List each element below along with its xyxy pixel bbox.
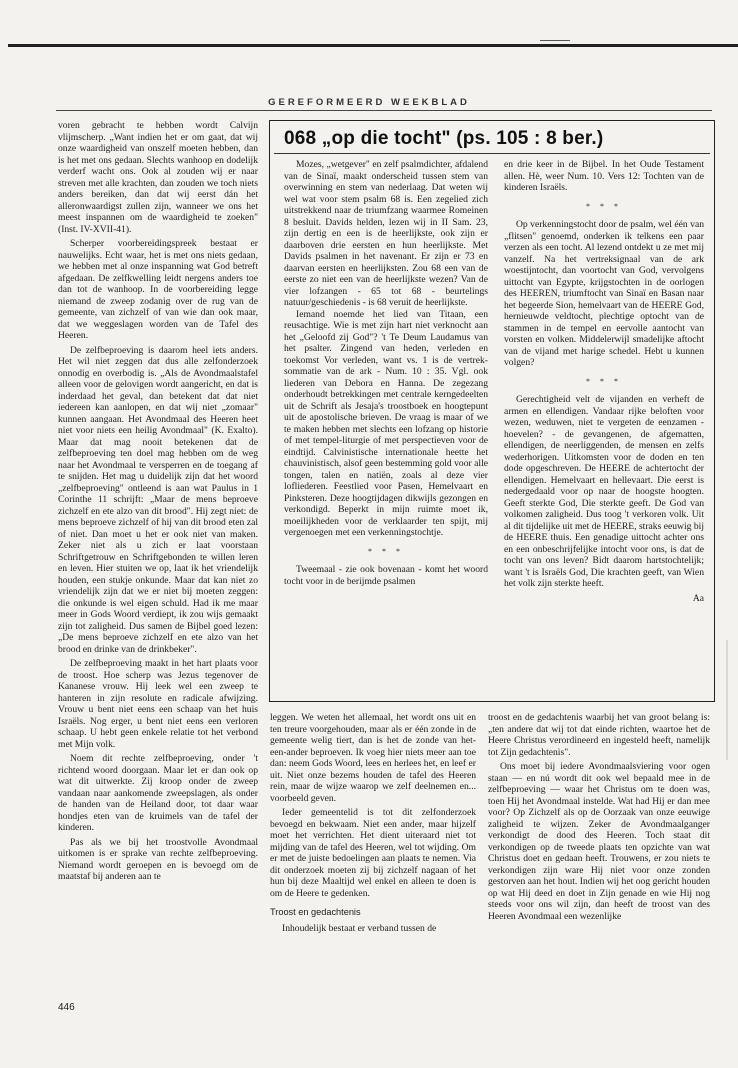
left-paragraph: De zelfbeproeving maakt in het hart plaats voor de troost. Hoe scherp was Jezus tegenover de Kananese vrouw. Hij leek wel een zweep te hanteren in zijn resolute en radicale afwijzing. Vrouw u bent niet eens een schaap van het huis Israëls. Nog erger, u bent niet eens een verloren schaap. U hebt geen enkele relatie tot het verbond met Mijn volk. [58, 658, 258, 750]
box-title: 068 „op die tocht" (ps. 105 : 8 ber.) [284, 128, 604, 149]
top-rule-mark [540, 40, 570, 41]
left-paragraph: voren gebracht te hebben wordt Calvijn vlijmscherp. „Want indien het er om gaat, dat wij onze waardigheid van onszelf moeten hebben, dan is het met ons gedaan. Slechts wanhoop en dodelijk verderf wacht ons. Ook al zouden wij er naar streven met alle krachten, dan zouden we toch niets anders bereiken, dan dat wij eerst dán het alleronwaardigst zullen zijn, wanneer we ons het meest inspannen om de waardigheid te zoeken" (Inst. IV-XVII-41). [58, 120, 258, 235]
box-paragraph: Gerechtigheid velt de vijanden en verheft de armen en ellendigen. Vandaar rijke beloften voor wezen, weduwen, niet te vergeten de eenzamen - hoevelen? - de gevangenen, de afgematten, ellendigen, de neerliggenden, de mensen en zelfs wederhorigen. Uitkomsten voor de doden en ten dode opgeschreven. De HEERE de achtertocht der ellendigen. Hemelvaart en hellevaart. Die eerst is nedergedaald voor op naar de hoogste hoogten. Geeft sterkte God, Die sterkte geeft. De God van volkomen zaligheid. Dus toog 't verkoren volk. Uit al dit tijdelijke uit met de HEERE, straks eeuwig bij de HEERE thuis. Een genadige uittocht achter ons en een onbeschrijfelijke intocht voor ons, is dat de tocht van ons leven? Bidt daarom hartstochtelijk; want 't is Israëls God, Die krachten geeft, van Wien het volk zijn sterkte heeft. [504, 394, 704, 589]
scan-edge-mark [726, 640, 728, 760]
right-paragraph: troost en de gedachtenis waarbij het van groot belang is: „ten andere dat wij tot dat einde richten, waartoe het de Heere Christus verordineerd en ingesteld heeft, namelijk tot Zijn gedachtenis". [488, 712, 710, 758]
box-paragraph: Op verkenningstocht door de psalm, wel één van „flitsen" genoemd, onderken ik telkens een paar verzen als een tocht. Al lezend ontdekt u ze met mij vanzelf. Na het vertreksignaal van de ark woestijntocht, dan voortocht van God, vervolgens uittocht van Egypte, krijgstochten in de oorlogen des HEEREN, triumftocht van Sinaï en Basan naar het begeerde Sion, hemelvaart van de HEERE God, hernieuwde veldtocht, plechtige optocht van de stammen in de tempel en eervolle aantocht van vorsten en volken. Middelerwijl smadelijke aftocht van de vijand met harige schedel. Hebt u kunnen volgen? [504, 219, 704, 368]
box-paragraph: en drie keer in de Bijbel. In het Oude Testament allen. Hè, weer Num. 10. Vers 12: Tochten van de kinderen Israëls. [504, 159, 704, 193]
section-stars: * * * [586, 201, 622, 211]
left-paragraph: Pas als we bij het troostvolle Avondmaal uitkomen is er sprake van rechte zelfbeproeving. Niemand wordt geroepen en is bevoegd om de maatstaf bij anderen aan te [58, 836, 258, 882]
right-column [488, 712, 710, 922]
psalm-box [269, 120, 715, 702]
left-column [58, 120, 258, 883]
box-paragraph: Mozes, „wetgever" en zelf psalmdichter, afdalend van de Sinaï, maakt onderscheid tussen stem van overwinning en stem van nederlaag. Dat weten wij wel wat voor stem psalm 68 is. Een zegelied zich uitstrekkend naar de triumfzang waarmee Romeinen 8 besluit. Davids helden, lezen wij in II Sam. 23, zijn dertig en een is de heerlijkste, ook zijn er daarboven drie eersten en hun heerlijkste. Met Davids psalmen in het navenant. Er zijn er 73 en daarvan eersten en heerlijksten. Zou 68 een van de eerste zo niet een van de heerlijkste wezen? Van de vier lofzangen - 65 tot 68 - beurtelings natuur/geschiedenis - is 68 veruit de heerlijkste. [284, 159, 488, 308]
middle-column [270, 712, 476, 934]
left-paragraph: Scherper voorbereidingspreek bestaat er nauwelijks. Echt waar, het is met ons niets gedaan, we hebben met al onze inspanning wat God betreft afgedaan. De zelfkwelling leidt nergens anders toe dan tot de wanhoop. In de voorbereiding legge niemand de zweep zodanig over de rug van de gemeente, van zichzelf of van wie dan ook maar, dat we weggeslagen worden van de Tafel des Heeren. [58, 238, 258, 341]
top-rule [8, 44, 738, 47]
mid-paragraph: leggen. We weten het allemaal, het wordt ons uit en ten treure voorgehouden, maar als er één zonde in de gemeente welig tiert, dan is het de zonde van het-een-ander beproeven. Ik voeg hier niets meer aan toe dan: neem Gods Woord, lees en herlees het, en leef er uit. Niet onze bezems houden de tafel des Heeren rein, maar de wijze waarop we zelf deelnemen en... voorbeeld geven. [270, 712, 476, 804]
box-paragraph: Tweemaal - zie ook bovenaan - komt het woord tocht voor in de berijmde psalmen [284, 564, 488, 587]
left-paragraph: De zelfbeproeving is daarom heel iets anders. Het wil niet zeggen dat dus alle zelfonderzoek onnodig en overbodig is. „Als de Avondmaalstafel alleen voor de gelovigen wordt aangericht, en dat is inderdaad het geval, dan betekent dat dat niet iedereen kan aanlopen, en dat wij niet „zomaar" kunnen aangaan. Het Avondmaal des Heeren heet niet voor niets een heilig Avondmaal" (K. Exalto). Maar dat mag nooit betekenen dat de zelfbeproeving ten doel mag hebben om de weg naar het Avondmaal te versperren en de toegang af te snijden. Het mag u duidelijk zijn dat het woord „zelfbeproeving" ontleend is aan wat Paulus in 1 Corinthe 11 schrijft: „Maar de mens beproeve zichzelf en ete alzo van dit brood". Hij zegt niet: de mens beproeve zichzelf of hij van dit brood eten zal of niet. Dan moet u het er ook niet van maken. Zeker niet als u zich er laat voorstaan Schriftgetrouw en Schriftgebonden te willen leren en leven. Hier stuiten we op, laat ik het vriendelijk houden, een stukje onkunde. Maar dat kan niet zo vriendelijk zijn dat we er niet bij moeten zeggen: die onkunde is wel eigen schuld. Had ik me maar meer in Gods Woord verdiept, ik zou wijs gemaakt zijn tot zaligheid. Dus samen de Bijbel goed lezen: „De mens beproeve zichzelf en ete alzo van het brood en drinke van de drinkbeker". [58, 344, 258, 655]
box-right-column [504, 159, 704, 604]
right-paragraph: Ons moet bij iedere Avondmaalsviering voor ogen staan — en nú wordt dit ook wel bepaald mee in de zelfbeproeving — waar het Christus om te doen was, toen Hij het Avondmaal instelde. Wat had Hij er dan mee voor? Op Zichzelf als op de Oorzaak van onze eeuwige zaligheid te wijzen. Zeker de Avondmaalganger verkondigt de dood des Heeren. Toch staat dit verkondigen op de tweede plaats ten opzichte van wat Christus doet en gedaan heeft. Trouwens, er zou niets te verkondigen zijn ware Hij niet voor onze zonden gestorven aan het hout. Indien wij het oog gericht houden op wat Hij deed en doet in Zijn genade en wie Hij nog steeds voor ons wil zijn, dan heeft de troost van des Heeren Avondmaal een wezenlijke [488, 761, 710, 922]
author-signature: Aa [692, 592, 704, 604]
section-stars: * * * [586, 376, 622, 386]
section-stars: * * * [368, 546, 404, 556]
mid-paragraph: Ieder gemeentelid is tot dit zelfonderzoek bevoegd en bekwaam. Niet een ander, maar hijzelf moet het verrichten. Het dient uiteraard niet tot mijding van de tafel des Heeren, wel tot wijding. Om er met de juiste bedoelingen aan plaats te nemen. Via dit onderzoek moeten zij bij zichzelf nagaan of het hun bij deze Maaltijd wel enkel en alleen te doen is om de Heere te gedenken. [270, 807, 476, 899]
masthead: GEREFORMEERD WEEKBLAD [268, 97, 470, 108]
mid-paragraph: Inhoudelijk bestaat er verband tussen de [282, 922, 437, 934]
header-rule [56, 110, 712, 111]
box-paragraph: Iemand noemde het lied van Titaan, een reusachtige. Wie is met zijn hart niet verknocht aan het „Geloofd zij God"? 't Te Deum Laudamus van het psalter. Zingend van heden, verleden en toekomst Vor verleden, want vs. 1 is de vertrek-sommatie van de ark - Num. 10 : 35. Vgl. ook liederen van Debora en Hanna. De zegezang onderhoudt betrekkingen met centrale kerngedeelten uit de Schrift als Jesaja's troostboek en hoogtepunt uit de apostolische brieven. De vraag is maar of we te maken hebben met slechts een lofzang op historie of met tempel-liturgie of met perspectieven voor de eindtijd. Calvinistische internationale heette het chauvinistisch, alsof geen bestemming gold voor alle tongen, talen en natiën, zoals al deze vier lofliederen. Feestlied voor Pasen, Hemelvaart en Pinksteren. Deze hoogtijdagen dikwijls gezongen en verkondigd. Beperkt in mijn ruimte moet ik, moeilijkheden voor de verklaarder ten spijt, mij vergenoegen met een verkenningstochtje. [284, 308, 488, 538]
page-number: 446 [58, 1002, 75, 1013]
section-heading: Troost en gedachtenis [270, 907, 361, 917]
box-title-rule [274, 153, 710, 154]
left-paragraph: Noem dit rechte zelfbeproeving, onder 't richtend woord doorgaan. Maar let er dan ook op wat dit uitwerkte. Zij kroop onder de zweep vandaan naar aankomende zweepslagen, als onder de handen van de Heiland door, tot daar waar hondjes eten van de kruimels van de tafel der kinderen. [58, 753, 258, 833]
box-left-column [284, 159, 488, 587]
